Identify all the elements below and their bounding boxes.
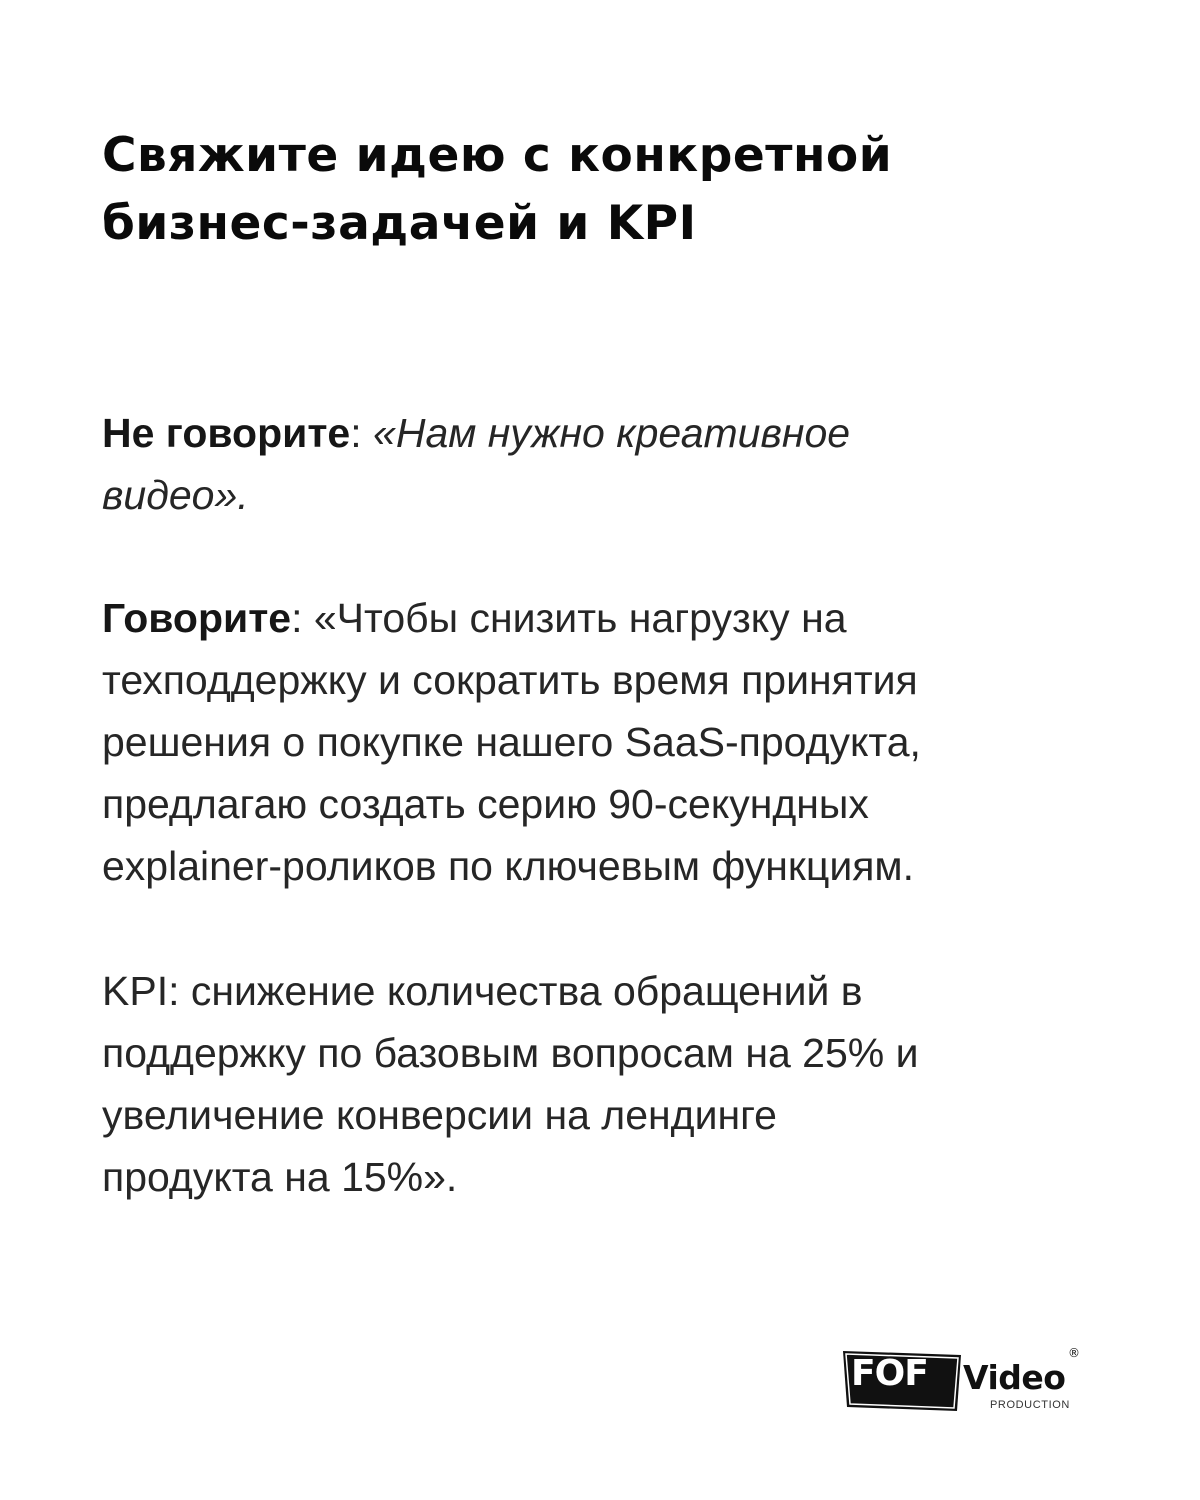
kpi-line-4: продукта на 15%».: [102, 1154, 458, 1200]
dont-say-quote-line-1: «Нам нужно креативное: [373, 410, 851, 456]
slide-title: [102, 122, 1002, 258]
kpi-paragraph: [102, 960, 1102, 1208]
logo-registered-mark: ®: [1068, 1346, 1080, 1360]
do-say-line-3: решения о покупке нашего SaaS-продукта,: [102, 719, 921, 765]
kpi-line-2: поддержку по базовым вопросам на 25% и: [102, 1030, 919, 1076]
logo-name-text: Video: [963, 1358, 1066, 1397]
do-say-line-2: техподдержку и сократить время принятия: [102, 657, 918, 703]
kpi-line-1: KPI: снижение количества обращений в: [102, 968, 863, 1014]
logo-mark-text: FOF: [851, 1353, 928, 1394]
title-line-2: бизнес-задачей и KPI: [102, 196, 697, 251]
title-line-1: Свяжите идею с конкретной: [102, 128, 893, 183]
do-say-line-5: explainer-роликов по ключевым функциям.: [102, 843, 915, 889]
dont-say-quote-line-2: видео».: [102, 472, 249, 518]
dont-say-separator: :: [350, 410, 374, 456]
kpi-line-3: увеличение конверсии на лендинге: [102, 1092, 777, 1138]
do-say-line-1: : «Чтобы снизить нагрузку на: [291, 595, 847, 641]
dont-say-label: Не говорите: [102, 410, 351, 456]
do-say-label: Говорите: [102, 595, 292, 641]
logo-tagline: PRODUCTION: [990, 1399, 1070, 1411]
dont-say-paragraph: [102, 402, 1102, 526]
fofvideo-logo: [843, 1345, 1088, 1417]
do-say-line-4: предлагаю создать серию 90-секундных: [102, 781, 869, 827]
do-say-paragraph: [102, 587, 1102, 897]
